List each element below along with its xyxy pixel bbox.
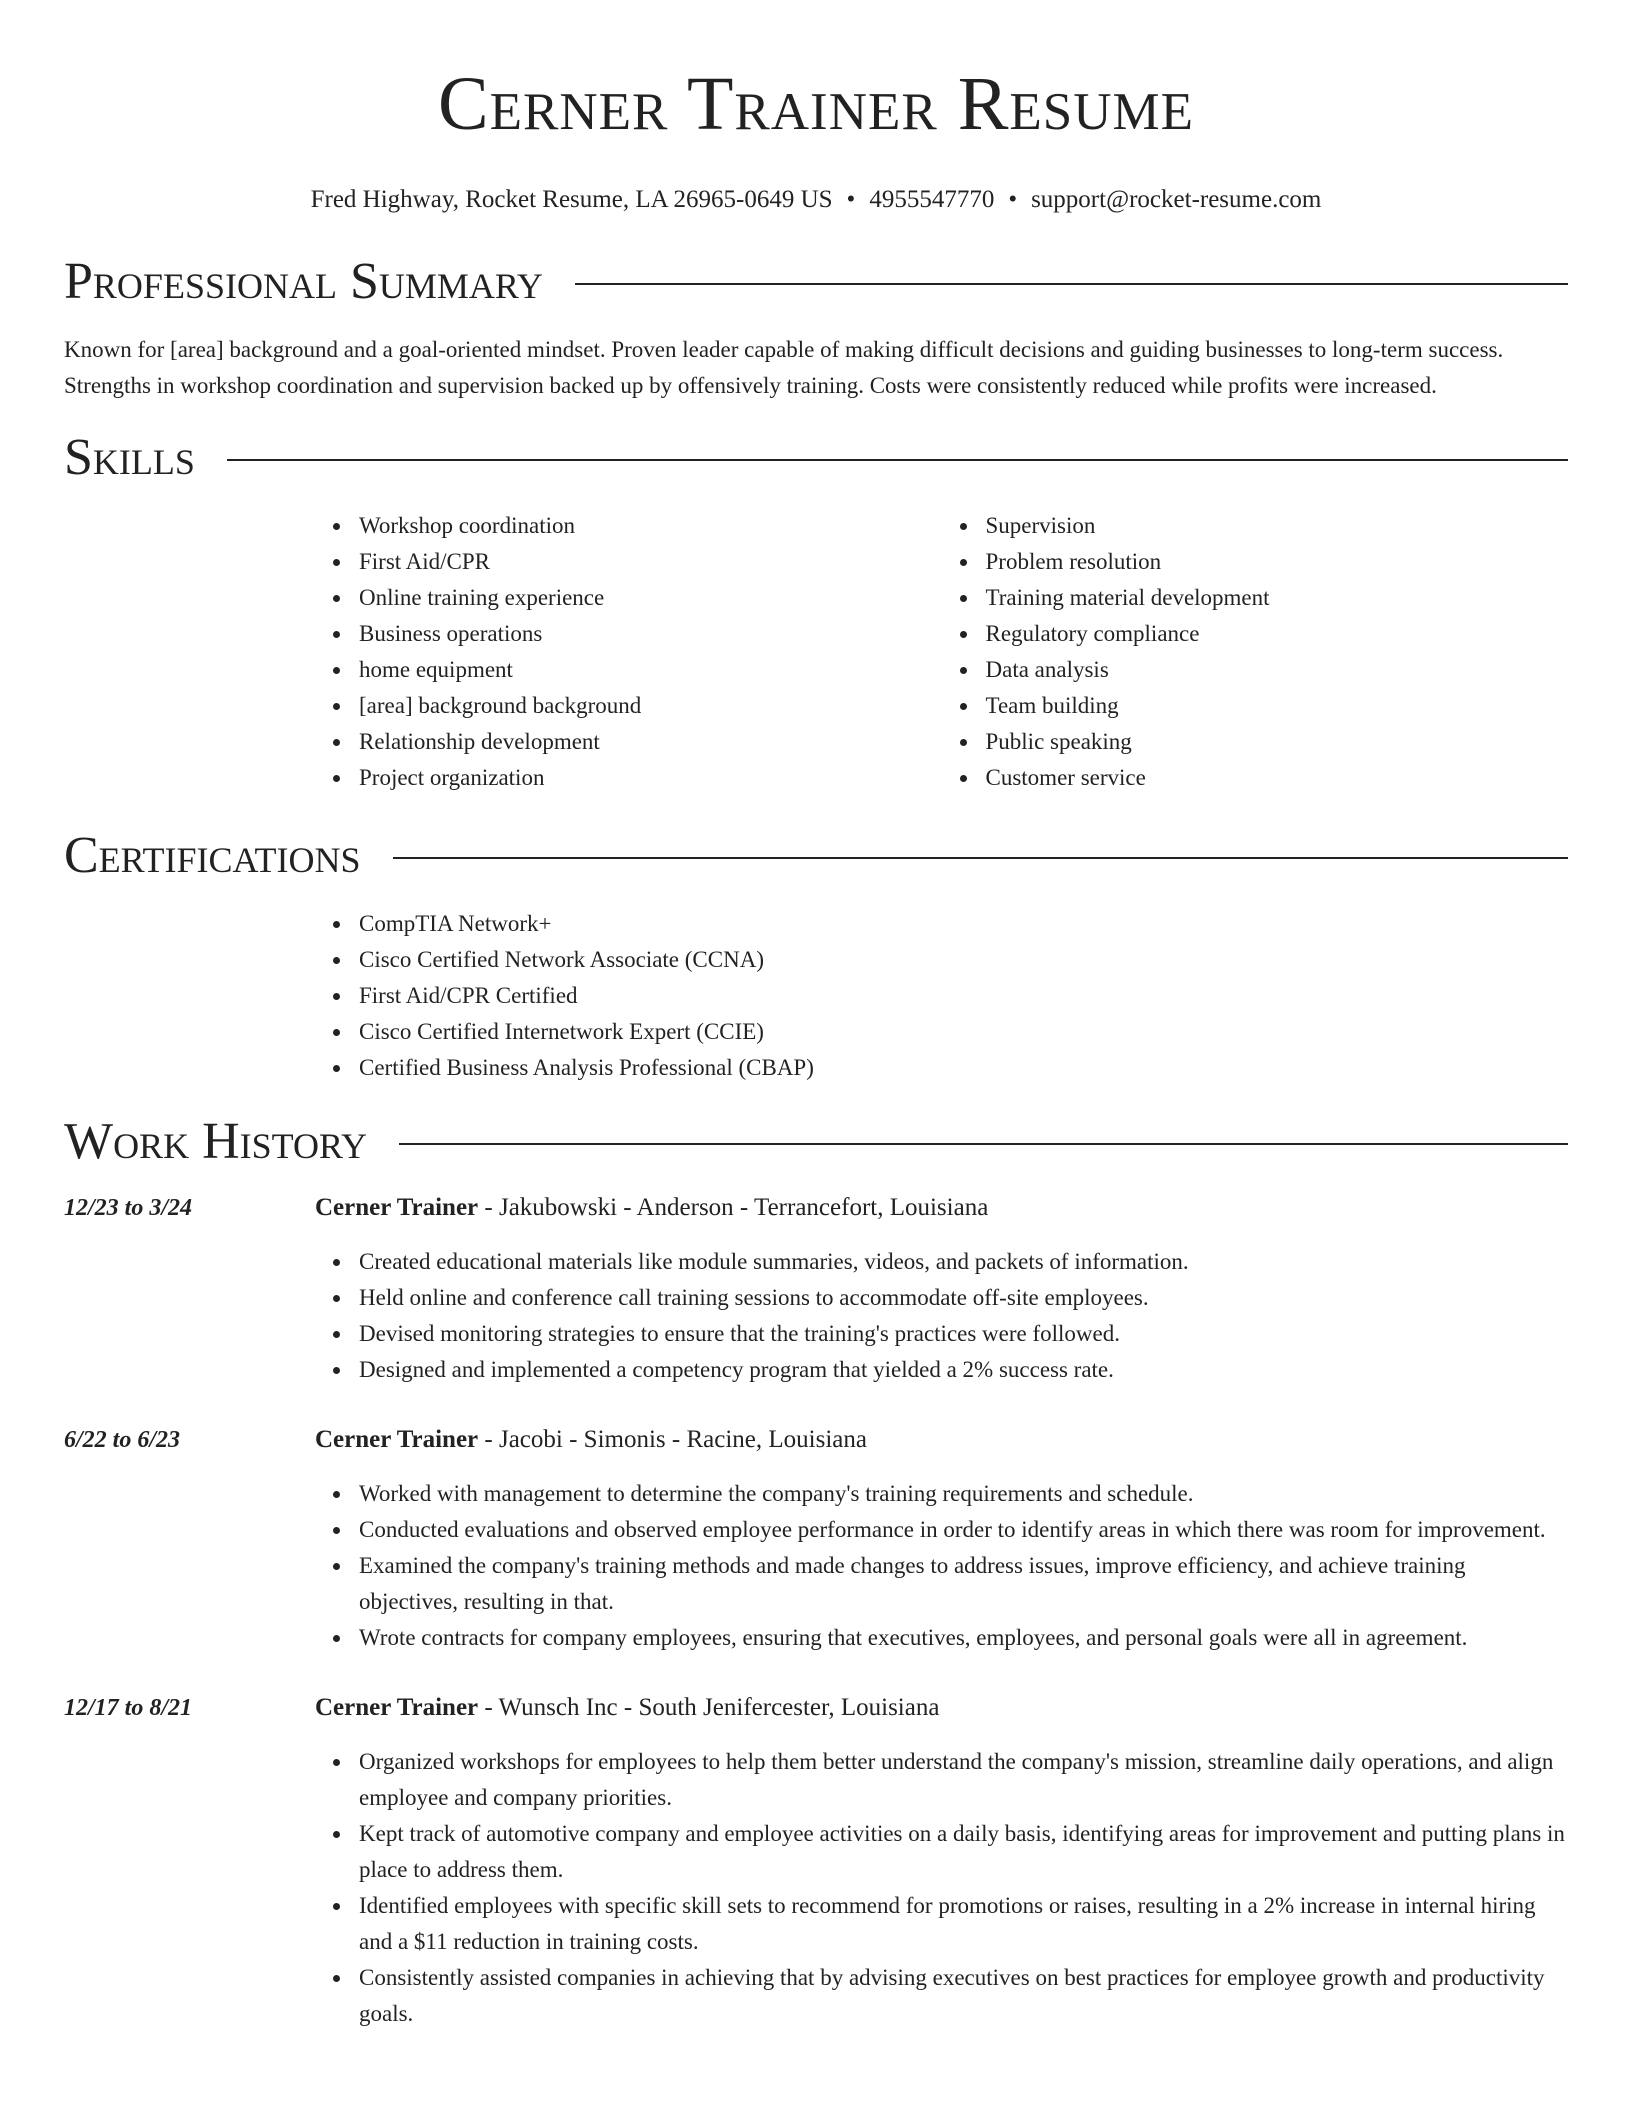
skill-item: Data analysis — [986, 652, 1569, 688]
job-heading — [315, 1690, 1568, 1726]
resume-page — [64, 0, 1568, 2032]
certification-item: Cisco Certified Network Associate (CCNA) — [359, 942, 1568, 978]
job-bullet: Examined the company's training methods and made changes to address issues, improve efficiency, and achieve training objectives, resulting in that. — [359, 1548, 1568, 1620]
contact-address: Fred Highway, Rocket Resume, LA 26965-0649 US — [310, 186, 833, 213]
skill-item: First Aid/CPR — [359, 544, 942, 580]
summary-text: Known for [area] background and a goal-oriented mindset. Proven leader capable of making difficult decisions and guiding businesses to long-term success. Strengths in workshop coordination and supervision backed up by offensively training. Costs were consistently reduced while profits were increased. — [64, 337, 1504, 398]
job-bullet: Worked with management to determine the company's training requirements and schedule. — [359, 1476, 1568, 1512]
job-bullet: Identified employees with specific skill sets to recommend for promotions or raises, resulting in a 2% increase in internal hiring and a $11 reduction in training costs. — [359, 1888, 1568, 1960]
job-entry — [64, 1690, 1568, 2032]
job-title: Cerner Trainer — [315, 1194, 479, 1221]
section-title: Skills — [64, 429, 195, 486]
job-title: Cerner Trainer — [315, 1694, 479, 1721]
section-header — [64, 1110, 1568, 1174]
job-bullet: Held online and conference call training sessions to accommodate off-site employees. — [359, 1280, 1568, 1316]
skills-list-right — [942, 508, 1569, 796]
job-bullet: Created educational materials like module summaries, videos, and packets of information. — [359, 1244, 1568, 1280]
job-heading — [315, 1422, 1568, 1458]
job-dates: 12/23 to 3/24 — [64, 1195, 193, 1221]
certification-item: First Aid/CPR Certified — [359, 978, 1568, 1014]
job-bullet: Consistently assisted companies in achieving that by advising executives on best practices for employee growth and productivity goals. — [359, 1960, 1568, 2032]
job-bullet: Kept track of automotive company and employee activities on a daily basis, identifying areas for improvement and putting plans in place to address them. — [359, 1816, 1568, 1888]
skill-item: Business operations — [359, 616, 942, 652]
resume-title: Cerner Trainer Resume — [437, 62, 1195, 146]
section-divider — [575, 283, 1568, 285]
job-bullet: Wrote contracts for company employees, ensuring that executives, employees, and personal goals were all in agreement. — [359, 1620, 1568, 1656]
certification-item: Cisco Certified Internetwork Expert (CCIE) — [359, 1014, 1568, 1050]
job-entry — [64, 1422, 1568, 1656]
contact-email: support@rocket-resume.com — [1031, 186, 1322, 213]
job-heading — [315, 1190, 1568, 1226]
job-bullet: Designed and implemented a competency program that yielded a 2% success rate. — [359, 1352, 1568, 1388]
skill-item: Team building — [986, 688, 1569, 724]
section-divider — [227, 459, 1568, 461]
section-title: Professional Summary — [64, 253, 543, 310]
skill-item: Relationship development — [359, 724, 942, 760]
skill-item: Workshop coordination — [359, 508, 942, 544]
section-title: Work History — [64, 1113, 368, 1170]
skill-item: Project organization — [359, 760, 942, 796]
skill-item: [area] background background — [359, 688, 942, 724]
job-title: Cerner Trainer — [315, 1426, 479, 1453]
skills-list-left — [315, 508, 942, 796]
skill-item: Public speaking — [986, 724, 1569, 760]
skill-item: Problem resolution — [986, 544, 1569, 580]
certifications-section — [64, 824, 1568, 1086]
job-details: - Wunsch Inc - South Jenifercester, Louisiana — [478, 1694, 940, 1721]
job-details: - Jakubowski - Anderson - Terrancefort, Louisiana — [478, 1194, 989, 1221]
job-details: - Jacobi - Simonis - Racine, Louisiana — [478, 1426, 867, 1453]
job-bullet: Organized workshops for employees to help them better understand the company's mission, streamline daily operations, and align employee and company priorities. — [359, 1744, 1568, 1816]
job-dates: 12/17 to 8/21 — [64, 1695, 193, 1721]
skill-item: Supervision — [986, 508, 1569, 544]
contact-separator: • — [846, 186, 856, 213]
summary-section — [64, 250, 1568, 404]
job-bullet: Devised monitoring strategies to ensure that the training's practices were followed. — [359, 1316, 1568, 1352]
section-divider — [393, 857, 1568, 859]
job-bullets — [315, 1244, 1568, 1388]
skill-item: home equipment — [359, 652, 942, 688]
job-bullets — [315, 1744, 1568, 2032]
section-header — [64, 824, 1568, 888]
work-history-section — [64, 1110, 1568, 2032]
section-divider — [399, 1143, 1568, 1145]
contact-phone: 4955547770 — [869, 186, 995, 213]
job-entry — [64, 1190, 1568, 1388]
skill-item: Customer service — [986, 760, 1569, 796]
certification-item: Certified Business Analysis Professional (CBAP) — [359, 1050, 1568, 1086]
job-bullet: Conducted evaluations and observed employee performance in order to identify areas in which there was room for improvement. — [359, 1512, 1568, 1548]
section-header — [64, 426, 1568, 490]
job-dates: 6/22 to 6/23 — [64, 1427, 181, 1453]
skills-columns — [315, 508, 1568, 796]
job-bullets — [315, 1476, 1568, 1656]
skill-item: Online training experience — [359, 580, 942, 616]
skill-item: Regulatory compliance — [986, 616, 1569, 652]
contact-line — [64, 184, 1568, 216]
contact-separator: • — [1008, 186, 1018, 213]
section-title: Certifications — [64, 827, 361, 884]
certifications-list — [315, 906, 1568, 1086]
section-header — [64, 250, 1568, 314]
skills-section — [64, 426, 1568, 796]
certification-item: CompTIA Network+ — [359, 906, 1568, 942]
skill-item: Training material development — [986, 580, 1569, 616]
